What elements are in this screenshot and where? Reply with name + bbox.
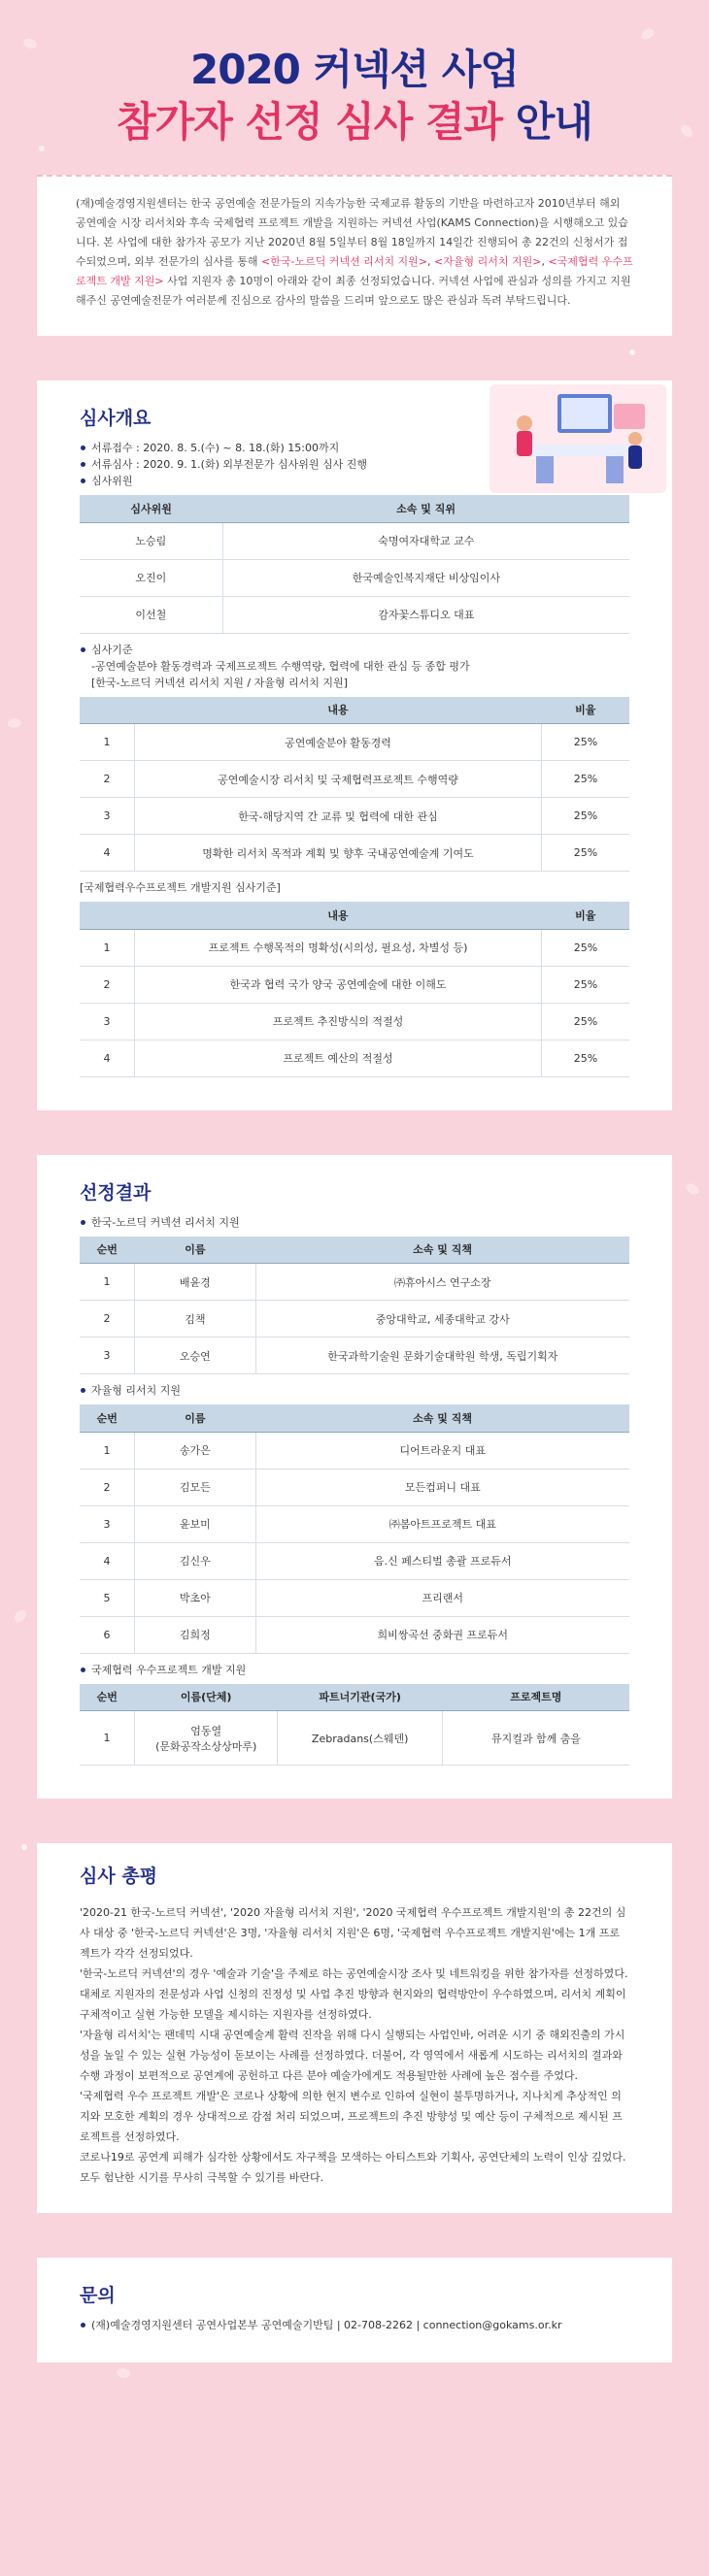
- contact-heading: 문의: [80, 2285, 116, 2306]
- intro-text: (재)예술경영지원센터는 한국 공연예술 전문가들의 지속가능한 국제교류 활동의 기반을 마련하고자 2010년부터 해외 공연예술 시장 리서치와 후속 국제협력 프로젝트 개발을 지원하는 커넥션 사업(KAMS Connection)을 시행해오고 있습니다. 본 사업에 대한 참가자 공모가 지난 2020년 8월 5일부터 8월 18일까지 14일간 진행되어 총 22건의 신청서가 접수되었으며, 외부 전문가의 심사를 통해: [76, 197, 628, 268]
- table-row: [80, 1301, 629, 1338]
- review-paragraph: '국제협력 우수 프로젝트 개발'은 코로나 상황에 의한 현지 변수로 인하여 실현이 불투명하거나, 지나치게 추상적인 의지와 모호한 계획의 경우 상대적으로 감점 처리 되었으며, 프로젝트의 추진 방향성 및 예산 등이 구체적으로 제시된 프로젝트를 선정하였다.: [80, 2090, 623, 2143]
- subtitle-tail: 안내: [515, 98, 592, 146]
- winner-affiliation: 음.신 페스티벌 총괄 프로듀서: [255, 1542, 629, 1579]
- criterion-text: 공연예술시장 리서치 및 국제협력프로젝트 수행역량: [135, 761, 542, 798]
- winner-affiliation: 프리랜서: [255, 1579, 629, 1616]
- row-number: 5: [80, 1579, 135, 1616]
- table-row: [80, 724, 629, 761]
- criterion-ratio: 25%: [541, 835, 629, 872]
- judges-label: 심사위원: [80, 473, 629, 489]
- project-name: 뮤지컬과 함께 춤을: [443, 1711, 629, 1766]
- row-number: 3: [80, 1338, 135, 1374]
- winner-affiliation: 한국과학기술원 문화기술대학원 학생, 독립기획자: [255, 1338, 629, 1374]
- table-row: [80, 1505, 629, 1542]
- table-header: 순번: [80, 1684, 135, 1711]
- review-paragraph: 코로나19로 공연계 피해가 심각한 상황에서도 자구책을 모색하는 아티스트와 기획사, 공연단체의 노력이 인상 깊었다. 모두 험난한 시기를 무사히 극복할 수 있기를 바란다.: [80, 2151, 626, 2184]
- criterion-ratio: 25%: [541, 966, 629, 1003]
- table-header: 비율: [541, 902, 629, 929]
- judge-affiliation: 한국예술인복지재단 비상임이사: [222, 559, 629, 596]
- criterion-ratio: 25%: [541, 929, 629, 966]
- table-header: 내용: [135, 697, 542, 724]
- criteria-note: [국제협력우수프로젝트 개발지원 심사기준]: [80, 881, 281, 894]
- table-header: 소속 및 직책: [255, 1237, 629, 1264]
- row-number: 6: [80, 1616, 135, 1653]
- table-row: [80, 1469, 629, 1505]
- row-number: 2: [80, 966, 135, 1003]
- winner-person: 엄동열: [190, 1724, 222, 1737]
- row-number: 4: [80, 835, 135, 872]
- table-row: [80, 1003, 629, 1040]
- results-table-project: [80, 1684, 629, 1767]
- winner-affiliation: 모든컴퍼니 대표: [255, 1469, 629, 1505]
- table-row: [80, 1432, 629, 1469]
- table-row: [80, 761, 629, 798]
- judges-table: [80, 495, 629, 634]
- group-label: 자율형 리서치 지원: [80, 1382, 629, 1399]
- winner-name: 배윤경: [135, 1264, 256, 1301]
- intro-paragraph: [76, 194, 633, 311]
- winner-name: 송가은: [135, 1432, 256, 1469]
- intro-text: 사업 지원자 총 10명이 아래와 같이 최종 선정되었습니다. 커넥션 사업에 관심과 성의를 가지고 지원해주신 공연예술전문가 여러분께 진심으로 감사의 말씀을 드리며 앞으로도 많은 관심과 독려 부탁드립니다.: [76, 275, 631, 307]
- table-header: 소속 및 직위: [222, 495, 629, 522]
- winner-affiliation: 디어트라운지 대표: [255, 1432, 629, 1469]
- row-number: 2: [80, 1301, 135, 1338]
- table-header: [80, 902, 135, 929]
- winner-name: [135, 1711, 278, 1766]
- submission-period: 서류접수 : 2020. 8. 5.(수) ~ 8. 18.(화) 15:00까지: [80, 440, 629, 456]
- criterion-text: 한국-해당지역 간 교류 및 협력에 대한 관심: [135, 798, 542, 835]
- criteria-note: [한국-노르딕 커넥션 리서치 지원 / 자율형 리서치 지원]: [91, 676, 348, 689]
- row-number: 1: [80, 1432, 135, 1469]
- winner-name: 김책: [135, 1301, 256, 1338]
- petal-decoration: [7, 717, 22, 729]
- table-header: 순번: [80, 1404, 135, 1432]
- criterion-text: 한국과 협력 국가 양국 공연예술에 대한 이해도: [135, 966, 542, 1003]
- winner-name: 김신우: [135, 1542, 256, 1579]
- partner-org: Zebradans(스웨덴): [278, 1711, 443, 1766]
- results-heading: 선정결과: [80, 1181, 152, 1204]
- intro-separator: ,: [427, 255, 435, 268]
- row-number: 2: [80, 1469, 135, 1505]
- winner-affiliation: ㈜휴아시스 연구소장: [255, 1264, 629, 1301]
- contact-section: [37, 2258, 672, 2362]
- table-row: [80, 1711, 629, 1766]
- table-header: 비율: [541, 697, 629, 724]
- hero-header: [0, 0, 709, 175]
- petal-decoration: [12, 1608, 28, 1624]
- judge-name: 이선철: [80, 596, 222, 633]
- dot-decoration: [39, 146, 45, 151]
- group-label: 한국-노르딕 커넥션 리서치 지원: [80, 1214, 629, 1231]
- judge-affiliation: 감자꽃스튜디오 대표: [222, 596, 629, 633]
- table-row: [80, 596, 629, 633]
- subtitle-highlight: 참가자 선정 심사 결과: [117, 98, 503, 146]
- criterion-ratio: 25%: [541, 1040, 629, 1076]
- winner-name: 박초아: [135, 1579, 256, 1616]
- criterion-ratio: 25%: [541, 761, 629, 798]
- table-header: 이름: [135, 1404, 256, 1432]
- criterion-ratio: 25%: [541, 724, 629, 761]
- criterion-text: 명확한 리서치 목적과 계획 및 향후 국내공연예술계 기여도: [135, 835, 542, 872]
- winner-affiliation: 중앙대학교, 세종대학교 강사: [255, 1301, 629, 1338]
- intro-highlight: <한국-노르딕 커넥션 리서치 지원>: [261, 255, 428, 268]
- criteria-table-project: [80, 902, 629, 1077]
- criteria-note: -공연예술분야 활동경력과 국제프로젝트 수행역량, 협력에 대한 관심 등 종합 평가: [91, 659, 470, 673]
- petal-decoration: [685, 1181, 701, 1198]
- row-number: 3: [80, 798, 135, 835]
- row-number: 1: [80, 1264, 135, 1301]
- criterion-text: 프로젝트 예산의 적절성: [135, 1040, 542, 1076]
- criteria-table-research: [80, 697, 629, 873]
- group-label: 국제협력 우수프로젝트 개발 지원: [80, 1662, 629, 1678]
- table-header: 내용: [135, 902, 542, 929]
- results-section: [37, 1155, 672, 1800]
- judge-name: 노승림: [80, 522, 222, 559]
- judge-name: 오진이: [80, 559, 222, 596]
- criterion-text: 공연예술분야 활동경력: [135, 724, 542, 761]
- table-row: [80, 1616, 629, 1653]
- row-number: 2: [80, 761, 135, 798]
- table-row: [80, 559, 629, 596]
- review-date: 서류심사 : 2020. 9. 1.(화) 외부전문가 심사위원 심사 진행: [80, 456, 629, 473]
- table-header: 프로젝트명: [443, 1684, 629, 1711]
- review-heading: 심사 총평: [80, 1866, 158, 1887]
- page-title: 2020 커넥션 사업: [190, 46, 519, 93]
- criteria-label: 심사기준: [80, 642, 629, 658]
- table-header: 이름(단체): [135, 1684, 278, 1711]
- review-paragraph: '자율형 리서치'는 팬데믹 시대 공연예술계 활력 진작을 위해 다시 실행되는 사업인바, 어려운 시기 중 해외진출의 가시성을 높일 수 있는 실현 가능성이 돋보이는 사례를 선정하였다. 더불어, 각 영역에서 새롭게 시도하는 리서치의 결과와 수행 과정이 보편적으로 공연계에 공헌하고 다른 분야 예술가에게도 적용될만한 사례에 높은 점수를 주었다.: [80, 2029, 625, 2082]
- winner-group: (문화공작소상상마루): [155, 1739, 257, 1753]
- criterion-ratio: 25%: [541, 798, 629, 835]
- table-row: [80, 1264, 629, 1301]
- intro-highlight: <자율형 리서치 지원>: [434, 255, 542, 268]
- winner-name: 오승연: [135, 1338, 256, 1374]
- row-number: 4: [80, 1542, 135, 1579]
- table-header: 심사위원: [80, 495, 222, 522]
- table-header: [80, 697, 135, 724]
- winner-name: 윤보미: [135, 1505, 256, 1542]
- row-number: 4: [80, 1040, 135, 1076]
- table-row: [80, 966, 629, 1003]
- criterion-text: 프로젝트 수행목적의 명확성(시의성, 필요성, 차별성 등): [135, 929, 542, 966]
- contact-info: (재)예술경영지원센터 공연사업본부 공연예술기반팀 | 02-708-2262 | connection@gokams.or.kr: [80, 2317, 629, 2333]
- table-header: 소속 및 직책: [255, 1404, 629, 1432]
- row-number: 1: [80, 929, 135, 966]
- row-number: 1: [80, 1711, 135, 1766]
- review-section: [37, 1843, 672, 2213]
- table-header: 파트너기관(국가): [278, 1684, 443, 1711]
- judge-affiliation: 숙명여자대학교 교수: [222, 522, 629, 559]
- results-table-autonomous: [80, 1404, 629, 1654]
- row-number: 1: [80, 724, 135, 761]
- review-paragraph: '2020-21 한국-노르딕 커넥션', '2020 자율형 리서치 지원', '2020 국제협력 우수프로젝트 개발지원'의 총 22건의 심사 대상 중 '한국-노르딕 커넥션'은 3명, '자율형 리서치 지원'은 6명, '국제협력 우수프로젝트 개발지원'에는 1개 프로젝트가 각각 선정되었다.: [80, 1906, 626, 1960]
- dot-decoration: [21, 1844, 27, 1850]
- winner-affiliation: 희비쌍곡선 중화권 프로듀서: [255, 1616, 629, 1653]
- table-row: [80, 1579, 629, 1616]
- table-row: [80, 1542, 629, 1579]
- table-row: [80, 1338, 629, 1374]
- criterion-text: 프로젝트 추진방식의 적절성: [135, 1003, 542, 1040]
- row-number: 3: [80, 1003, 135, 1040]
- winner-affiliation: ㈜봄아트프로젝트 대표: [255, 1505, 629, 1542]
- table-row: [80, 522, 629, 559]
- table-row: [80, 929, 629, 966]
- table-row: [80, 798, 629, 835]
- page-subtitle: [0, 95, 709, 149]
- review-paragraph: '한국-노르딕 커넥션'의 경우 '예술과 기술'을 주제로 하는 공연예술시장 조사 및 네트워킹을 위한 참가자를 선정하였다. 대체로 지원자의 전문성과 사업 신청의 진정성 및 사업 추진 방향과 현지와의 협력방안이 우수하였으며, 리서치 계획이 구체적이고 실현 가능한 모델을 제시하는 지원자를 선정하였다.: [80, 1967, 628, 2021]
- winner-name: 김모든: [135, 1469, 256, 1505]
- table-header: 이름: [135, 1237, 256, 1264]
- table-row: [80, 1040, 629, 1076]
- intro-highlight: <국제협력 우수프로젝트 개발 지원>: [76, 255, 633, 287]
- intro-box: [37, 175, 672, 336]
- winner-name: 김희정: [135, 1616, 256, 1653]
- overview-heading: 심사개요: [80, 408, 152, 429]
- results-table-nordic: [80, 1237, 629, 1375]
- table-row: [80, 835, 629, 872]
- intro-separator: ,: [541, 255, 549, 268]
- table-header: 순번: [80, 1237, 135, 1264]
- dot-decoration: [629, 349, 635, 355]
- row-number: 3: [80, 1505, 135, 1542]
- criterion-ratio: 25%: [541, 1003, 629, 1040]
